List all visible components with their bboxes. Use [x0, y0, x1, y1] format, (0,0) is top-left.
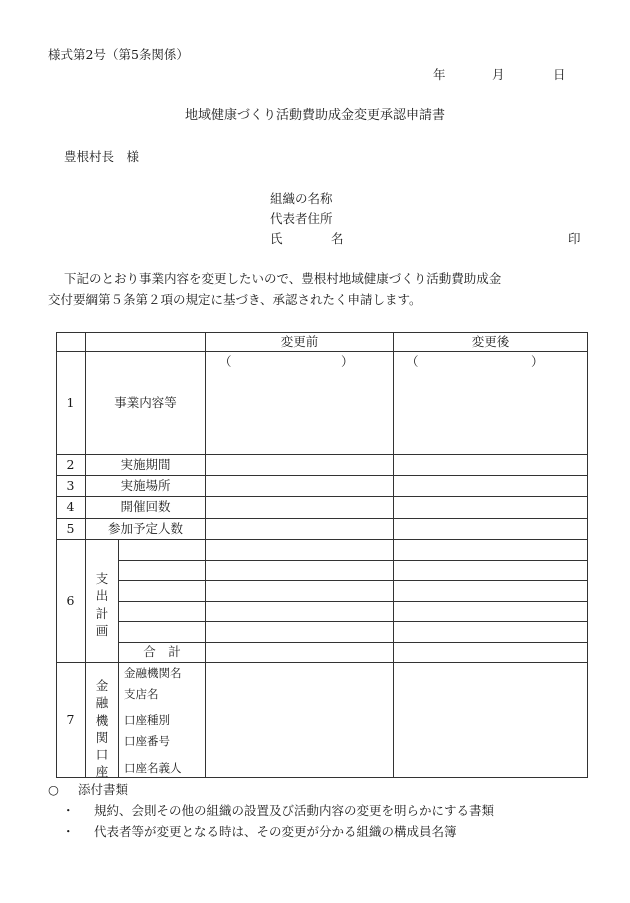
- date-month: 月: [492, 67, 505, 82]
- body-text-line-1: 下記のとおり事業内容を変更したいので、豊根村地域健康づくり活動費助成金: [64, 271, 502, 286]
- attachments-heading: 添付書類: [78, 782, 129, 797]
- row-number: 6: [66, 592, 75, 608]
- row-number: 1: [66, 394, 75, 410]
- attachment-item-1: 規約、会則その他の組織の設置及び活動内容の変更を明らかにする書類: [94, 803, 495, 818]
- row-number: 3: [66, 477, 75, 493]
- name-label-second: 名: [331, 231, 344, 246]
- row-number: 7: [66, 711, 75, 727]
- row-label-project-content: 事業内容等: [114, 394, 177, 410]
- header-after-change: 変更後: [471, 333, 510, 349]
- document-title: 地域健康づくり活動費助成金変更承認申請書: [184, 108, 445, 123]
- rep-address-label: 代表者住所: [270, 211, 333, 226]
- expense-total-label: 合 計: [143, 644, 181, 660]
- body-text-line-2: 交付要綱第５条第２項の規定に基づき、承認されたく申請します。: [48, 292, 422, 307]
- change-table: [56, 332, 588, 778]
- row-label-sessions: 開催回数: [120, 499, 171, 515]
- paren-open-after: （: [406, 354, 419, 369]
- date-year: 年: [433, 67, 446, 82]
- bullet-icon: ・: [62, 824, 75, 839]
- bank-name-label: 金融機関名: [124, 666, 182, 680]
- row-number: 5: [66, 520, 75, 536]
- bank-account-label: 金 融 機 関 口 座: [95, 678, 109, 780]
- org-name-label: 組織の名称: [270, 191, 333, 206]
- row-number: 2: [66, 456, 75, 472]
- name-label-first: 氏: [270, 231, 283, 246]
- account-number-label: 口座番号: [124, 734, 170, 748]
- account-type-label: 口座種別: [124, 713, 170, 727]
- addressee: 豊根村長 様: [64, 149, 140, 164]
- paren-close-after: ）: [531, 354, 544, 369]
- account-holder-label: 口座名義人: [124, 761, 182, 775]
- bullet-icon: ・: [62, 803, 75, 818]
- form-number-label: 様式第2号（第5条関係）: [48, 47, 189, 62]
- seal-mark: 印: [568, 231, 581, 246]
- header-before-change: 変更前: [280, 333, 319, 349]
- row-label-venue: 実施場所: [120, 477, 171, 493]
- date-day: 日: [553, 67, 566, 82]
- paren-open-before: （: [219, 354, 232, 369]
- row-number: 4: [66, 499, 75, 515]
- expense-plan-label: 支 出 計 画: [95, 571, 109, 638]
- attachment-item-2: 代表者等が変更となる時は、その変更が分かる組織の構成員名簿: [94, 824, 457, 839]
- row-label-period: 実施期間: [120, 456, 171, 472]
- branch-name-label: 支店名: [124, 687, 159, 701]
- row-label-participants: 参加予定人数: [107, 520, 183, 536]
- attachments-marker: ○: [48, 782, 59, 797]
- paren-close-before: ）: [341, 354, 354, 369]
